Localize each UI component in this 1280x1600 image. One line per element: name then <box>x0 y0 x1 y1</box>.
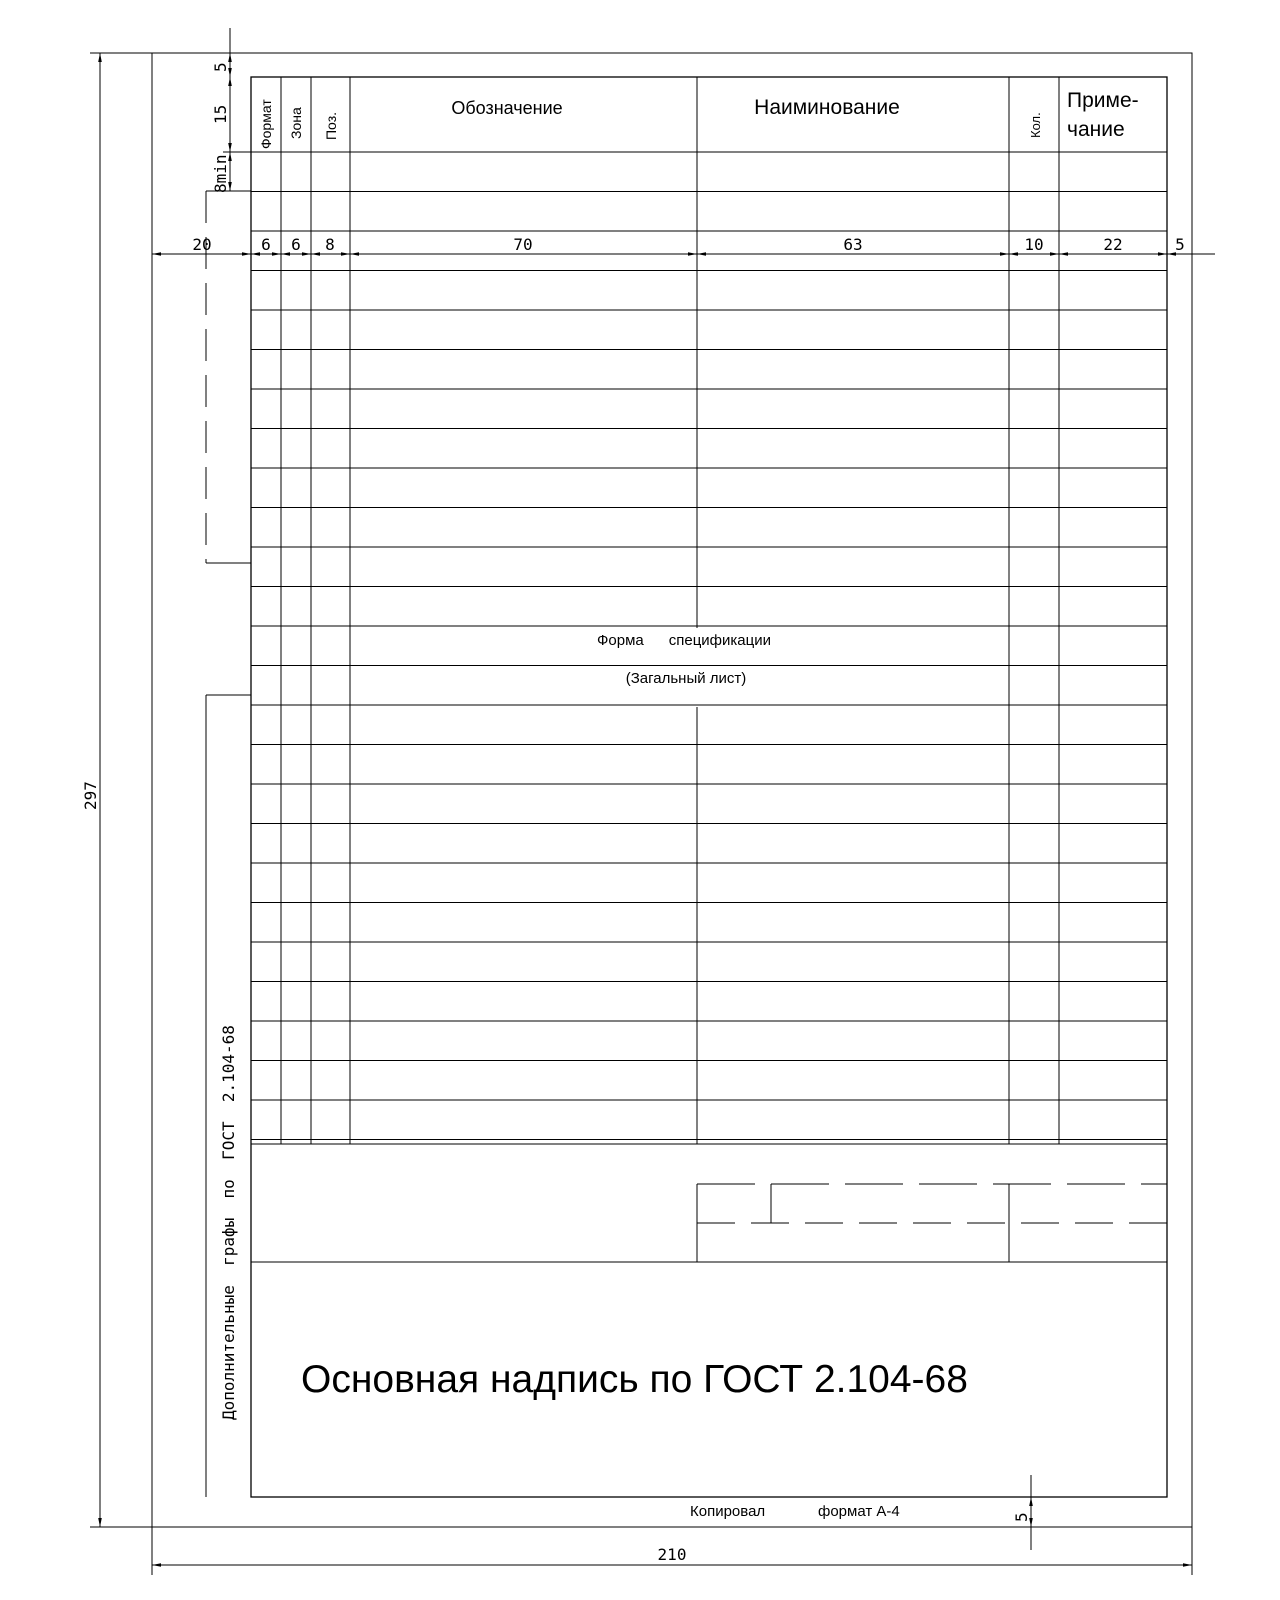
dim-col-right: 5 <box>1175 235 1185 254</box>
column-lines <box>281 77 1059 1144</box>
dim-col-note: 22 <box>1103 235 1123 254</box>
dim-bottom-margin: 5 <box>1012 1512 1031 1522</box>
header-zone: Зона <box>288 107 304 139</box>
side-label: Дополнительные графы по ГОСТ 2.104-68 <box>219 1025 238 1420</box>
dim-col-qty: 10 <box>1024 235 1044 254</box>
dim-header-height: 15 <box>211 104 230 124</box>
form-title: Форма спецификации <box>597 632 771 649</box>
header-note-line1: Приме- <box>1067 89 1139 112</box>
inner-frame <box>251 77 1167 1497</box>
header-note-line2: чание <box>1067 118 1125 141</box>
header-designation: Обозначение <box>451 98 563 118</box>
header-name: Наиминование <box>754 96 900 119</box>
dim-col-zone: 6 <box>291 235 301 254</box>
header-qty: Кол. <box>1028 112 1043 138</box>
dim-col-format: 6 <box>261 235 271 254</box>
dim-col-left: 20 <box>192 235 212 254</box>
form-subtitle: (Загальный лист) <box>625 670 747 687</box>
title-block-text: Основная надпись по ГОСТ 2.104-68 <box>301 1358 968 1401</box>
dim-col-name: 63 <box>843 235 863 254</box>
dim-col-designation: 70 <box>513 235 533 254</box>
dim-sheet-width: 210 <box>657 1545 687 1564</box>
header-format: Формат <box>258 99 274 149</box>
footer-copied: Копировал <box>690 1503 766 1520</box>
dim-top-margin: 5 <box>211 62 230 72</box>
dim-col-pos: 8 <box>325 235 335 254</box>
header-pos: Поз. <box>323 112 339 140</box>
title-block-lines <box>251 1144 1167 1262</box>
sheet-border <box>152 53 1192 1527</box>
dim-sheet-height: 297 <box>81 781 100 810</box>
dim-row-min: 8min <box>211 154 230 193</box>
footer-format: формат А-4 <box>818 1503 900 1520</box>
